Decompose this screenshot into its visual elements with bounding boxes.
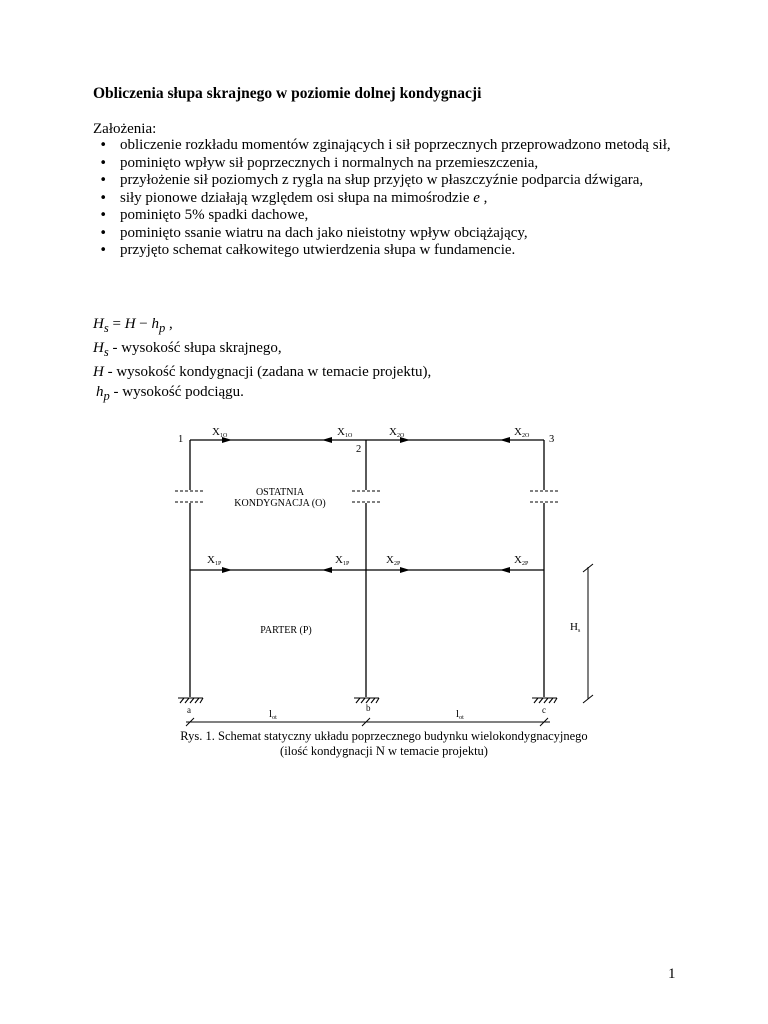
- section-title: Obliczenia słupa skrajnego w poziomie dolnej kondygnacji: [93, 85, 482, 102]
- height-dimension: [583, 564, 593, 703]
- node-label-3: 3: [549, 434, 555, 445]
- fixed-support-c: [532, 698, 557, 703]
- list-item: • pominięto ssanie wiatru na dach jako nieistotny wpływ obciążający,: [93, 225, 676, 243]
- span-label-left: lot: [269, 708, 277, 721]
- force-label-x2o-left: X2O: [389, 426, 405, 439]
- force-label-x2p-right: X2P: [514, 554, 529, 567]
- list-item: • przyjęto schemat całkowitego utwierdzenia słupa w fundamencie.: [93, 242, 676, 260]
- list-item: • obliczenie rozkładu momentów zginających i sił poprzecznych przeprowadzono metodą sił,: [93, 137, 676, 155]
- support-label-a: a: [187, 705, 191, 715]
- caption-line-1: Rys. 1. Schemat statyczny układu poprzecznego budynku wielokondygnacyjnego: [180, 729, 588, 743]
- page-number: 1: [668, 966, 676, 982]
- fixed-support-a: [178, 698, 203, 703]
- list-item: • pominięto wpływ sił poprzecznych i normalnych na przemieszczenia,: [93, 155, 676, 173]
- force-label-x1p-left: X1P: [207, 554, 222, 567]
- node-label-1: 1: [178, 434, 184, 445]
- force-label-x2o-right: X2O: [514, 426, 530, 439]
- span-dimension: [186, 718, 550, 726]
- force-label-x1o-right: X1O: [337, 426, 353, 439]
- height-label: Hs: [570, 621, 581, 634]
- storey-label-top-line2: KONDYGNACJA (O): [234, 498, 326, 509]
- column-break-markers: [175, 491, 558, 502]
- definition-hp: $h_p$ - wysokość podciągu.: [96, 384, 244, 403]
- force-label-x1p-right: X1P: [335, 554, 350, 567]
- definition-h: H - wysokość kondygnacji (zadana w temacie projektu),: [93, 364, 432, 380]
- column-height-formula: $H_s = H - h_p$ ,: [93, 316, 173, 335]
- figure-caption: [150, 729, 618, 759]
- support-label-b: b: [366, 703, 371, 713]
- force-label-x2p-left: X2P: [386, 554, 401, 567]
- force-label-x1o-left: X1O: [212, 426, 228, 439]
- definition-hs: $H_s$ - wysokość słupa skrajnego,: [93, 340, 282, 359]
- support-label-c: c: [542, 705, 546, 715]
- list-item: • pominięto 5% spadki dachowe,: [93, 207, 676, 225]
- span-label-right: lot: [456, 708, 464, 721]
- storey-label-top-line1: OSTATNIA: [255, 487, 305, 498]
- storey-label-bottom: PARTER (P): [260, 625, 312, 636]
- assumptions-label: Założenia:: [93, 121, 157, 137]
- node-label-2: 2: [356, 444, 362, 455]
- eccentricity-symbol: e: [473, 189, 480, 206]
- list-item: • przyłożenie sił poziomych z rygla na słup przyjęto w płaszczyźnie podparcia dźwigara,: [93, 172, 676, 190]
- caption-line-2: (ilość kondygnacji N w temacie projektu): [280, 744, 488, 758]
- list-item: • siły pionowe działają względem osi słupa na mimośrodzie e ,: [93, 190, 676, 208]
